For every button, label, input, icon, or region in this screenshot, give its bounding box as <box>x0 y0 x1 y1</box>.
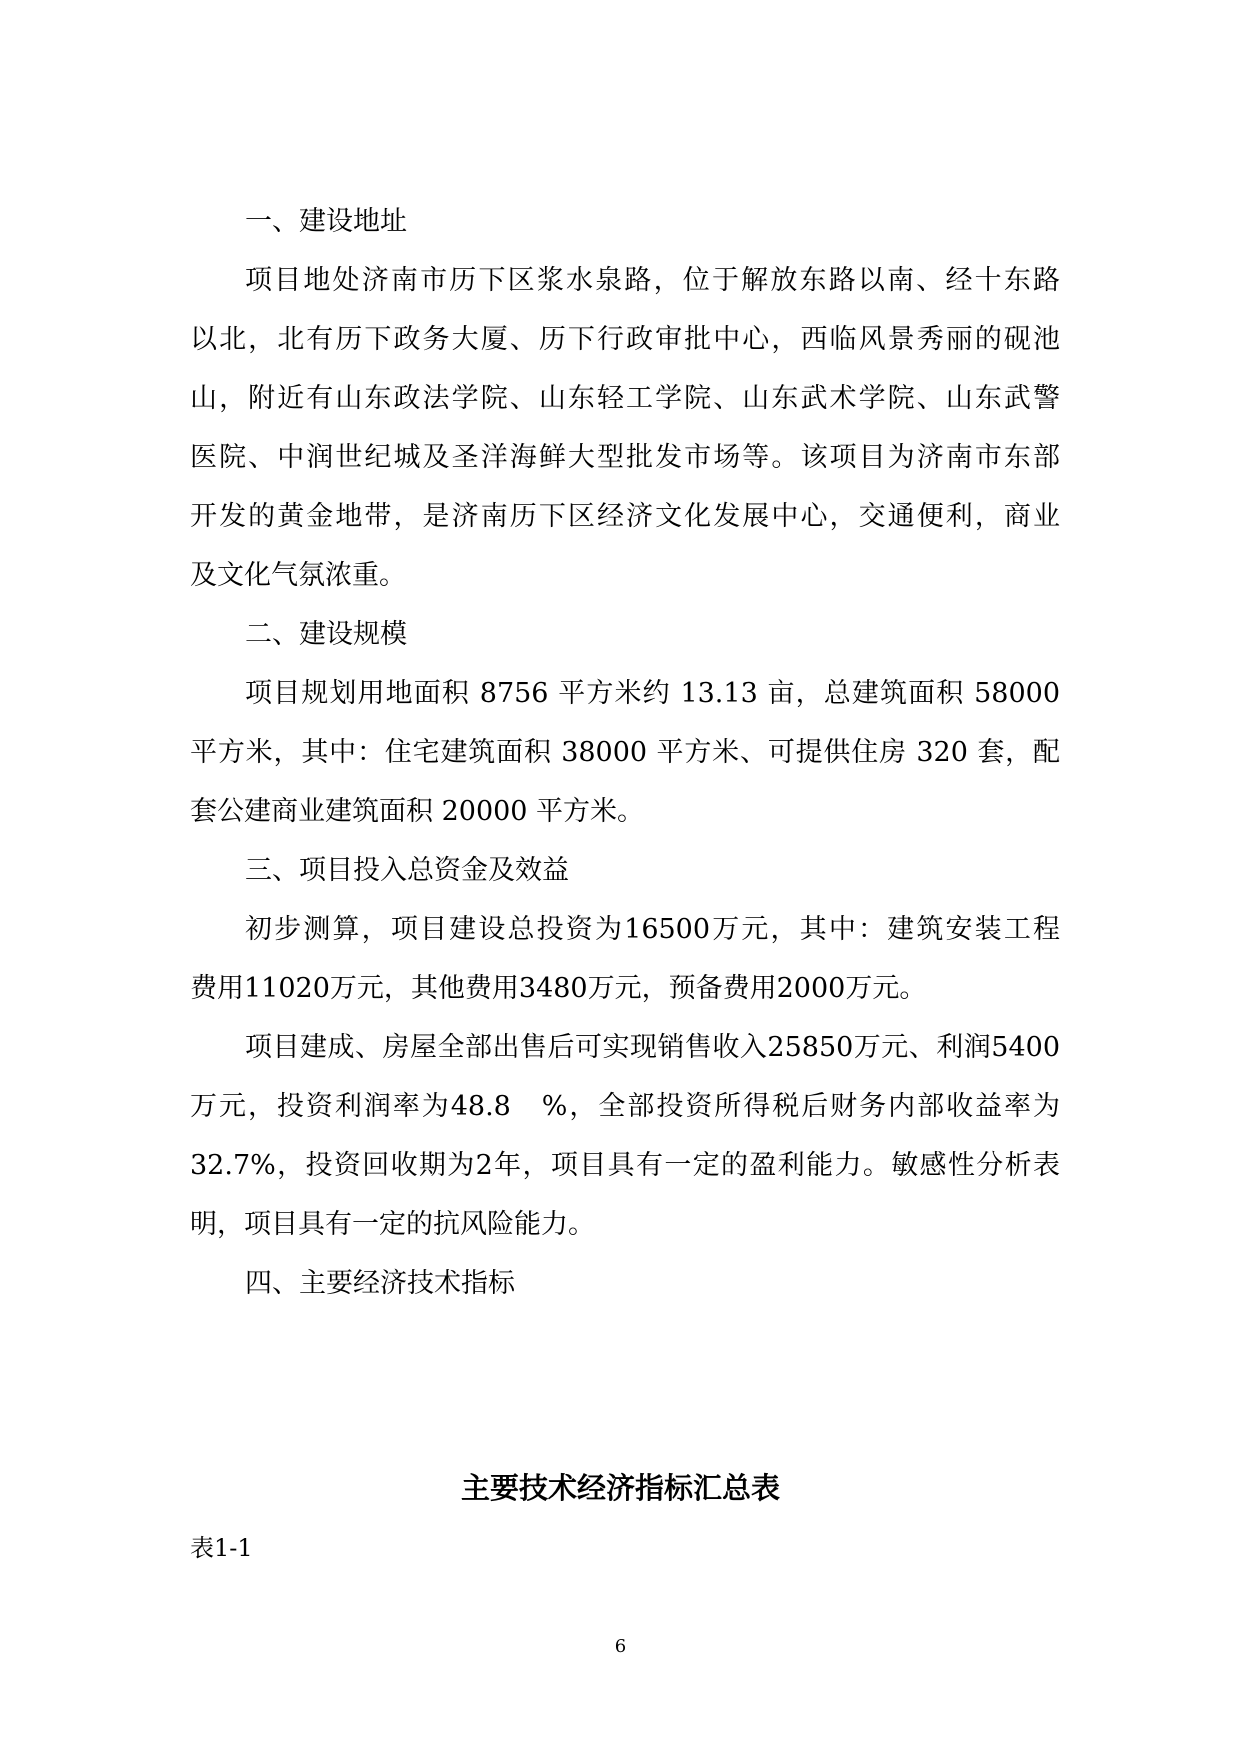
paragraph-line: 医院、中润世纪城及圣洋海鲜大型批发市场等。该项目为济南市东部 <box>190 442 1060 473</box>
paragraph-line: 套公建商业建筑面积 20000 平方米。 <box>190 796 645 827</box>
paragraph-line: 万元，投资利润率为48.8 %，全部投资所得税后财务内部收益率为 <box>190 1091 1060 1122</box>
paragraph-line: 项目地处济南市历下区浆水泉路，位于解放东路以南、经十东路 <box>245 265 1060 296</box>
section-heading-4: 四、主要经济技术指标 <box>245 1268 515 1299</box>
table-number: 表1-1 <box>190 1534 253 1562</box>
paragraph-line: 明，项目具有一定的抗风险能力。 <box>190 1209 595 1240</box>
paragraph-line: 项目建成、房屋全部出售后可实现销售收入25850万元、利润5400 <box>245 1032 1060 1063</box>
paragraph-line: 项目规划用地面积 8756 平方米约 13.13 亩，总建筑面积 58000 <box>245 678 1060 709</box>
section-heading-1: 一、建设地址 <box>245 206 407 237</box>
paragraph-line: 及文化气氛浓重。 <box>190 560 406 591</box>
paragraph-line: 以北，北有历下政务大厦、历下行政审批中心，西临风景秀丽的砚池 <box>190 324 1060 355</box>
paragraph-line: 平方米，其中：住宅建筑面积 38000 平方米、可提供住房 320 套，配 <box>190 737 1060 768</box>
paragraph-line: 初步测算，项目建设总投资为16500万元，其中：建筑安装工程 <box>245 914 1060 945</box>
paragraph-line: 山，附近有山东政法学院、山东轻工学院、山东武术学院、山东武警 <box>190 383 1060 414</box>
paragraph-line: 费用11020万元，其他费用3480万元，预备费用2000万元。 <box>190 973 927 1004</box>
section-heading-2: 二、建设规模 <box>245 619 407 650</box>
paragraph-line: 32.7%，投资回收期为2年，项目具有一定的盈利能力。敏感性分析表 <box>190 1150 1060 1181</box>
table-title: 主要技术经济指标汇总表 <box>460 1471 780 1505</box>
section-heading-3: 三、项目投入总资金及效益 <box>245 855 569 886</box>
paragraph-line: 开发的黄金地带，是济南历下区经济文化发展中心，交通便利，商业 <box>190 501 1060 532</box>
page-number: 6 <box>614 1636 627 1657</box>
